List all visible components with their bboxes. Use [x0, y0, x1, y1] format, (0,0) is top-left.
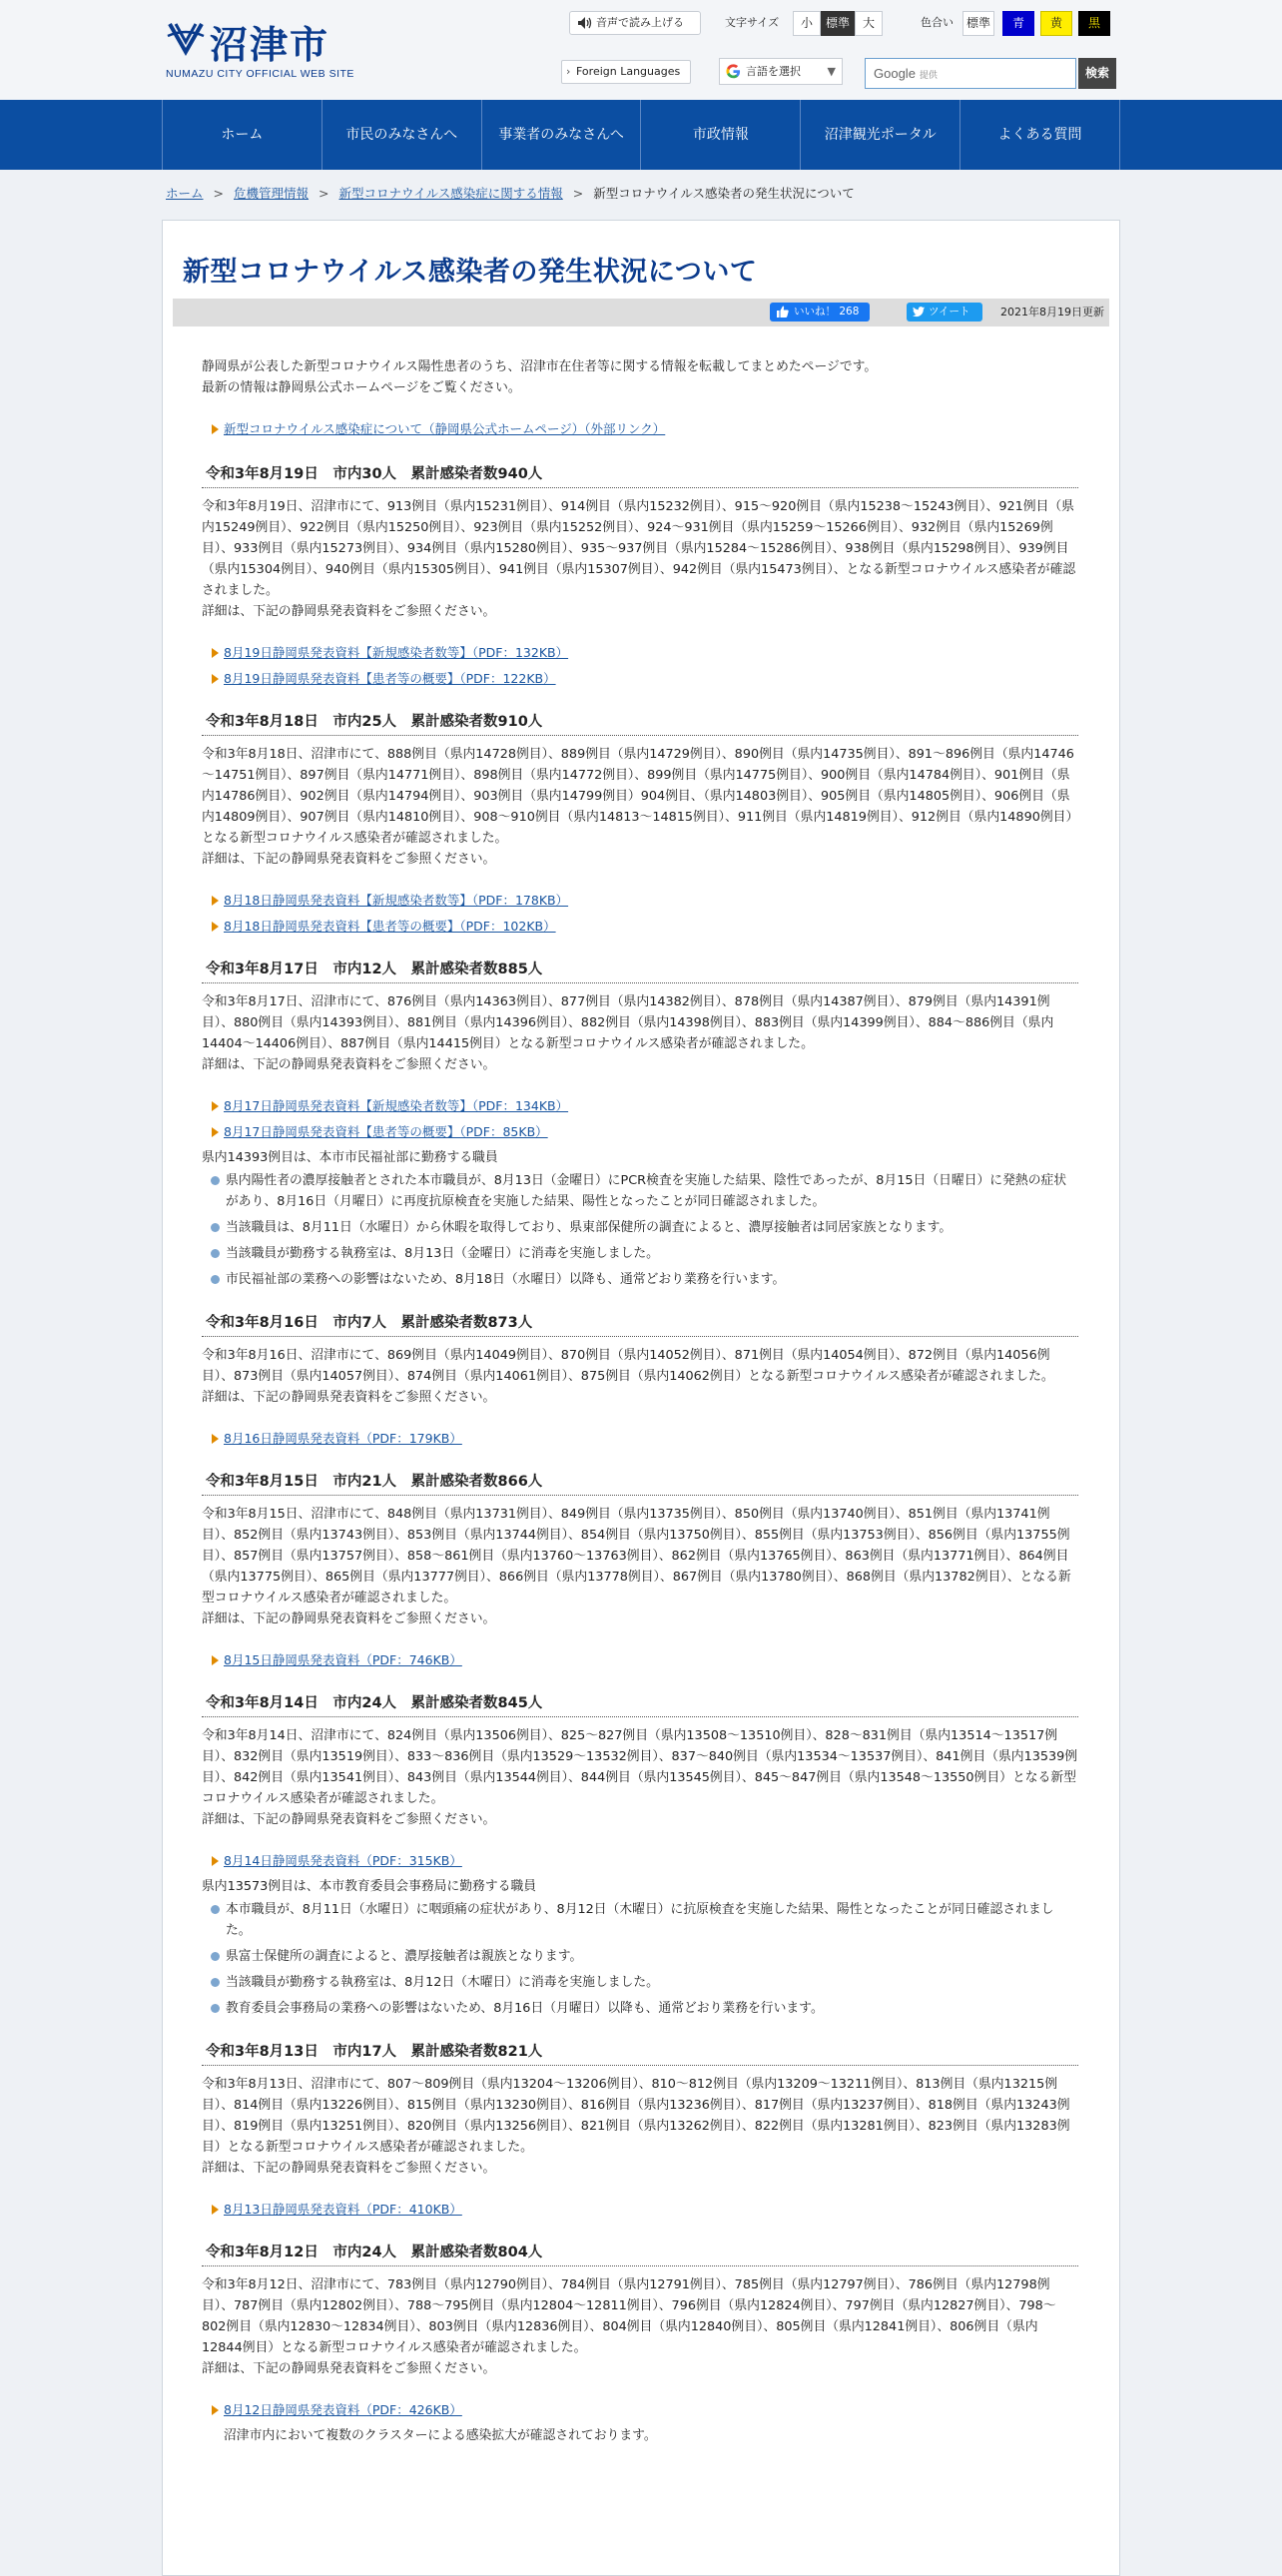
city-emblem-icon [166, 18, 206, 58]
section-note: 詳細は、下記の静岡県発表資料をご参照ください。 [202, 1812, 496, 1827]
site-search-input[interactable] [865, 58, 1076, 89]
nav-item-tourism-portal[interactable]: 沼津観光ポータル [801, 100, 961, 170]
font-size-label: 文字サイズ [725, 16, 780, 29]
intro-line: 最新の情報は静岡県公式ホームページをご覧ください。 [202, 380, 521, 395]
font-size-standard-button[interactable]: 標準 [821, 11, 855, 36]
pdf-link[interactable]: 8月17日静岡県発表資料【新規感染者数等】（PDF：134KB） [202, 1095, 1078, 1116]
section-body: 令和3年8月17日、沼津市にて、876例目（県内14363例目）、877例目（県内14382例目）、878例目（県内14387例目）、879例目（県内14391例目）、880例目（県内14393例目）、881例目（県内14396例目）、882例目（県内14398例目）、883例目（県内14399例目）、884～886例目（県内14404～14406例目）、887例目（県内14415例目）となる新型コロナウイルス感染者が確認されました。 [202, 994, 1054, 1051]
staff-case-details [202, 1170, 1078, 1290]
thumbs-up-icon [777, 306, 789, 318]
prefecture-covid-link[interactable]: 新型コロナウイルス感染症について（静岡県公式ホームページ）（外部リンク） [202, 418, 1078, 439]
section-heading-0818: 令和3年8月18日 市内25人 累計感染者数910人 [202, 709, 1078, 736]
search-placeholder: 提供 [919, 71, 938, 81]
section-heading-0813: 令和3年8月13日 市内17人 累計感染者数821人 [202, 2039, 1078, 2066]
color-black-button[interactable]: 黒 [1078, 11, 1110, 36]
section-heading-0819: 令和3年8月19日 市内30人 累計感染者数940人 [202, 461, 1078, 488]
color-scheme-label: 色合い [921, 16, 954, 29]
list-item: 市民福祉部の業務への影響はないため、8月18日（水曜日）以降も、通常どおり業務を行います。 [202, 1269, 1078, 1290]
pdf-link[interactable]: 8月14日静岡県発表資料（PDF：315KB） [202, 1850, 1078, 1871]
breadcrumb-separator: > [319, 186, 329, 201]
facebook-like-button[interactable] [770, 303, 870, 322]
section-note: 詳細は、下記の静岡県発表資料をご参照ください。 [202, 1057, 496, 1072]
breadcrumb-crisis-management[interactable]: 危機管理情報 [234, 186, 310, 201]
section-body: 令和3年8月13日、沼津市にて、807～809例目（県内13204～13206例目）、810～812例目（県内13209～13211例目）、813例目（県内13215例目）、814例目（県内13226例目）、815例目（県内13230例目）、816例目（県内13236例目）、817例目（県内13237例目）、818例目（県内13243例目）、819例目（県内13251例目）、820例目（県内13256例目）、821例目（県内13262例目）、822例目（県内13281例目）、823例目（県内13283例目）となる新型コロナウイルス感染者が確認されました。 [202, 2077, 1070, 2155]
foreign-languages-label: Foreign Languages [576, 65, 681, 78]
read-aloud-button[interactable] [569, 11, 701, 35]
font-size-small-button[interactable]: 小 [793, 11, 821, 36]
pdf-link[interactable]: 8月17日静岡県発表資料【患者等の概要】（PDF：85KB） [202, 1121, 1078, 1142]
article-body [202, 356, 1078, 2446]
section-links [202, 2399, 1078, 2420]
nav-item-businesses[interactable]: 事業者のみなさんへ [482, 100, 642, 170]
breadcrumb-separator: > [213, 186, 224, 201]
google-search-brand: Google [874, 66, 916, 81]
section-note: 詳細は、下記の静岡県発表資料をご参照ください。 [202, 852, 496, 867]
breadcrumb [166, 184, 855, 204]
section-links [202, 1428, 1078, 1449]
global-nav [0, 100, 1282, 170]
intro-line: 静岡県が公表した新型コロナウイルス陽性患者のうち、沼津市在住者等に関する情報を転載してまとめたページです。 [202, 359, 878, 374]
nav-item-residents[interactable]: 市民のみなさんへ [322, 100, 482, 170]
color-standard-button[interactable]: 標準 [962, 11, 994, 36]
main-content [162, 220, 1120, 2576]
pdf-link[interactable]: 8月15日静岡県発表資料（PDF：746KB） [202, 1649, 1078, 1670]
page-title: 新型コロナウイルス感染者の発生状況について [183, 257, 758, 288]
section-links [202, 2199, 1078, 2220]
section-body: 令和3年8月18日、沼津市にて、888例目（県内14728例目）、889例目（県内14729例目）、890例目（県内14735例目）、891～896例目（県内14746～14751例目）、897例目（県内14771例目）、898例目（県内14772例目）、899例目（県内14775例目）、900例目（県内14784例目）、901例目（県内14786例目）、902例目（県内14794例目）、903例目（県内14799例目）904例目、（県内14803例目）、905例目（県内14805例目）、906例目（県内14809例目）、907例目（県内14810例目）、908～910例目（県内14813～14815例目）、911例目（県内14819例目）、912例目（県内14890例目）となる新型コロナウイルス感染者が確認されました。 [202, 747, 1074, 846]
site-logo[interactable] [166, 18, 365, 82]
search-button[interactable]: 検索 [1078, 58, 1116, 89]
site-header [0, 0, 1282, 100]
section-body: 令和3年8月19日、沼津市にて、913例目（県内15231例目）、914例目（県内15232例目）、915～920例目（県内15238～15243例目）、921例目（県内15249例目）、922例目（県内15250例目）、923例目（県内15252例目）、924～931例目（県内15259～15266例目）、932例目（県内15269例目）、933例目（県内15273例目）、934例目（県内15280例目）、935～937例目（県内15284～15286例目）、938例目（県内15298例目）、939例目（県内15304例目）、940例目（県内15305例目）、941例目（県内15307例目）、942例目（県内15473例目）、となる新型コロナウイルス感染者が確認されました。 [202, 499, 1076, 598]
section-links [202, 1649, 1078, 1670]
like-label: いいね！ 268 [794, 306, 860, 318]
color-yellow-button[interactable]: 黄 [1040, 11, 1072, 36]
list-item: 県富士保健所の調査によると、濃厚接触者は親族となります。 [202, 1946, 1078, 1967]
section-note: 詳細は、下記の静岡県発表資料をご参照ください。 [202, 2361, 496, 2376]
pdf-link[interactable]: 8月13日静岡県発表資料（PDF：410KB） [202, 2199, 1078, 2220]
updated-date: 2021年8月19日更新 [1000, 306, 1104, 319]
breadcrumb-home[interactable]: ホーム [166, 186, 204, 201]
nav-item-city-government[interactable]: 市政情報 [641, 100, 801, 170]
list-item: 教育委員会事務局の業務への影響はないため、8月16日（月曜日）以降も、通常どおり業務を行います。 [202, 1998, 1078, 2019]
list-item: 当該職員が勤務する執務室は、8月13日（金曜日）に消毒を実施しました。 [202, 1243, 1078, 1264]
section-links [202, 642, 1078, 689]
section-body: 令和3年8月14日、沼津市にて、824例目（県内13506例目）、825～827例目（県内13508～13510例目）、828～831例目（県内13514～13517例目）、832例目（県内13519例目）、833～836例目（県内13529～13532例目）、837～840例目（県内13534～13537例目）、841例目（県内13539例目）、842例目（県内13541例目）、843例目（県内13544例目）、844例目（県内13545例目）、845～847例目（県内13548～13550例目）となる新型コロナウイルス感染者が確認されました。 [202, 1728, 1078, 1806]
list-item: 当該職員は、8月11日（水曜日）から休暇を取得しており、県東部保健所の調査によると、濃厚接触者は同居家族となります。 [202, 1217, 1078, 1238]
font-size-large-button[interactable]: 大 [855, 11, 883, 36]
section-note: 詳細は、下記の静岡県発表資料をご参照ください。 [202, 1611, 496, 1626]
list-item: 本市職員が、8月11日（水曜日）に咽頭痛の症状があり、8月12日（木曜日）に抗原検査を実施した結果、陽性となったことが同日確認されました。 [202, 1899, 1078, 1941]
read-aloud-label: 音声で読み上げる [596, 16, 684, 29]
section-body: 令和3年8月16日、沼津市にて、869例目（県内14049例目）、870例目（県内14052例目）、871例目（県内14054例目）、872例目（県内14056例目）、873例目（県内14057例目）、874例目（県内14061例目）、875例目（県内14062例目）となる新型コロナウイルス感染者が確認されました。 [202, 1348, 1054, 1384]
google-g-icon [726, 64, 741, 79]
section-links [202, 1095, 1078, 1142]
logo-text: 沼津市 [210, 22, 330, 67]
section-links [202, 1850, 1078, 1871]
section-heading-0816: 令和3年8月16日 市内7人 累計感染者数873人 [202, 1310, 1078, 1337]
pdf-link[interactable]: 8月19日静岡県発表資料【新規感染者数等】（PDF：132KB） [202, 642, 1078, 663]
list-item: 当該職員が勤務する執務室は、8月12日（木曜日）に消毒を実施しました。 [202, 1972, 1078, 1993]
breadcrumb-separator: > [572, 186, 584, 201]
meta-bar [173, 299, 1109, 326]
section-note: 詳細は、下記の静岡県発表資料をご参照ください。 [202, 2161, 496, 2176]
tweet-button[interactable] [907, 303, 982, 322]
section-body: 令和3年8月15日、沼津市にて、848例目（県内13731例目）、849例目（県内13735例目）、850例目（県内13740例目）、851例目（県内13741例目）、852例目（県内13743例目）、853例目（県内13744例目）、854例目（県内13750例目）、855例目（県内13753例目）、856例目（県内13755例目）、857例目（県内13757例目）、858～861例目（県内13760～13763例目）、862例目（県内13765例目）、863例目（県内13771例目）、864例目（県内13775例目）、865例目（県内13777例目）、866例目（県内13778例目）、867例目（県内13780例目）、868例目（県内13782例目）、となる新型コロナウイルス感染者が確認されました。 [202, 1507, 1071, 1606]
section-note: 詳細は、下記の静岡県発表資料をご参照ください。 [202, 1390, 496, 1405]
intro-text [202, 356, 1078, 398]
nav-item-faq[interactable]: よくある質問 [961, 100, 1120, 170]
section-heading-0812: 令和3年8月12日 市内24人 累計感染者数804人 [202, 2240, 1078, 2266]
pdf-link[interactable]: 8月16日静岡県発表資料（PDF：179KB） [202, 1428, 1078, 1449]
language-select-label: 言語を選択 [746, 65, 801, 78]
pdf-link[interactable]: 8月12日静岡県発表資料（PDF：426KB） [202, 2399, 1078, 2420]
section-heading-0815: 令和3年8月15日 市内21人 累計感染者数866人 [202, 1469, 1078, 1496]
foreign-languages-button[interactable] [561, 60, 691, 84]
dropdown-arrow-icon: ▼ [827, 65, 836, 78]
pdf-link[interactable]: 8月18日静岡県発表資料【新規感染者数等】（PDF：178KB） [202, 890, 1078, 911]
section-heading-0814: 令和3年8月14日 市内24人 累計感染者数845人 [202, 1690, 1078, 1717]
pdf-link[interactable]: 8月19日静岡県発表資料【患者等の概要】（PDF：122KB） [202, 668, 1078, 689]
breadcrumb-current: 新型コロナウイルス感染者の発生状況について [593, 186, 855, 201]
speaker-icon [578, 17, 592, 29]
staff-case-intro: 県内13573例目は、本市教育委員会事務局に勤務する職員 [202, 1879, 537, 1894]
pdf-link[interactable]: 8月18日静岡県発表資料【患者等の概要】（PDF：102KB） [202, 916, 1078, 937]
chevron-right-icon: › [566, 65, 571, 78]
staff-case-details [202, 1899, 1078, 2019]
section-body: 令和3年8月12日、沼津市にて、783例目（県内12790例目）、784例目（県内12791例目）、785例目（県内12797例目）、786例目（県内12798例目）、787例目（県内12802例目）、788～795例目（県内12804～12811例目）、796例目（県内12824例目）、797例目（県内12827例目）、798～802例目（県内12830～12834例目）、803例目（県内12836例目）、804例目（県内12840例目）、805例目（県内12841例目）、806例目（県内12844例目）となる新型コロナウイルス感染者が確認されました。 [202, 2277, 1056, 2355]
staff-case-intro: 県内14393例目は、本市市民福祉部に勤務する職員 [202, 1150, 498, 1165]
language-select[interactable] [719, 58, 843, 85]
logo-subtitle: NUMAZU CITY OFFICIAL WEB SITE [166, 68, 354, 80]
section-heading-0817: 令和3年8月17日 市内12人 累計感染者数885人 [202, 957, 1078, 983]
nav-item-home[interactable]: ホーム [163, 100, 322, 170]
breadcrumb-covid-info[interactable]: 新型コロナウイルス感染症に関する情報 [338, 186, 563, 201]
tweet-label: ツイート [929, 306, 970, 318]
list-item: 県内陽性者の濃厚接触者とされた本市職員が、8月13日（金曜日）にPCR検査を実施した結果、陰性であったが、8月15日（日曜日）に発熱の症状があり、8月16日（月曜日）に再度抗原検査を実施した結果、陽性となったことが同日確認されました。 [202, 1170, 1078, 1212]
color-blue-button[interactable]: 青 [1002, 11, 1034, 36]
twitter-bird-icon [913, 307, 925, 318]
section-links [202, 890, 1078, 937]
cluster-note: 沼津市内において複数のクラスターによる感染拡大が確認されております。 [224, 2428, 657, 2443]
section-note: 詳細は、下記の静岡県発表資料をご参照ください。 [202, 604, 496, 619]
